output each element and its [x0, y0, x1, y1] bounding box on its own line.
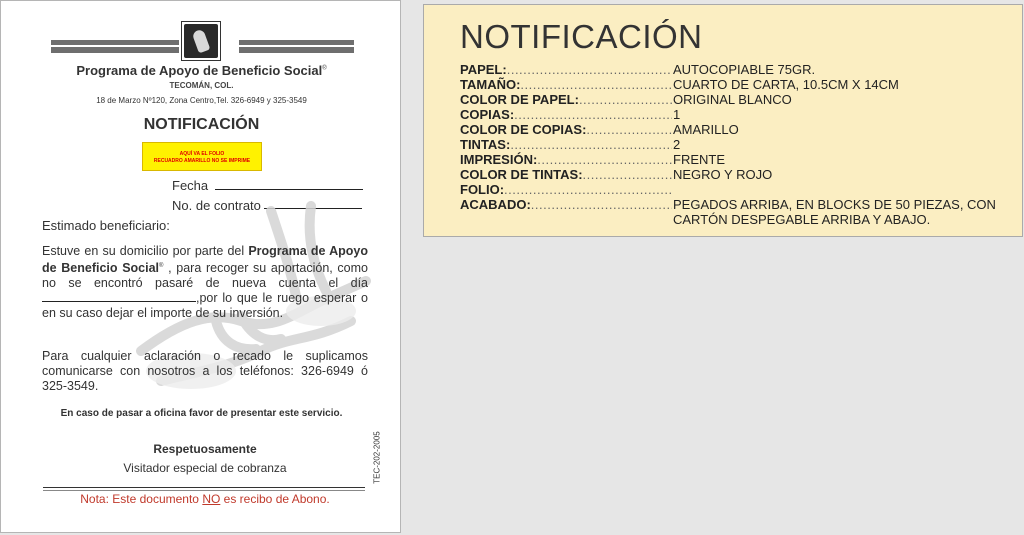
- folio-placeholder-box: [142, 142, 262, 171]
- signature-line-secondary: [43, 490, 365, 491]
- signer-title: Visitador especial de cobranza: [123, 461, 287, 475]
- spec-key: COPIAS: .....: [460, 107, 672, 122]
- spec-key: COLOR DE COPIAS: .....: [460, 122, 672, 137]
- spec-key: ACABADO: .....: [460, 197, 672, 212]
- office-note: En caso de pasar a oficina favor de presentar este servicio.: [60, 408, 343, 419]
- spec-value: NEGRO Y ROJO: [673, 167, 773, 182]
- spec-panel: [423, 4, 1023, 237]
- spec-value: ORIGINAL BLANCO: [673, 92, 792, 107]
- fecha-label: Fecha: [172, 178, 209, 193]
- footer-note: Nota: Este documento NO es recibo de Abono.: [80, 492, 330, 506]
- greeting: Estimado beneficiario:: [42, 218, 170, 233]
- folio-line-2: RECUADRO AMARILLO NO SE IMPRIME: [153, 158, 251, 164]
- org-logo-icon: [181, 21, 221, 61]
- form-code: TEC-202-2005: [372, 431, 382, 484]
- notification-form-preview: [0, 0, 401, 533]
- spec-key: TINTAS: .....: [460, 137, 672, 152]
- body-paragraph-1: Estuve en su domicilio por parte del Programa de Apoyo de Beneficio Social® , para recoger su aportación, como no se encontró pasaré de nueva cuenta el día,por lo que le ruego esperar o en su caso dejar el importe de su inversión.: [42, 244, 368, 321]
- spec-value: 2: [673, 137, 681, 152]
- spec-value: AMARILLO: [673, 122, 739, 137]
- spec-key: COLOR DE PAPEL: .....: [460, 92, 672, 107]
- spec-value: AUTOCOPIABLE 75GR.: [673, 62, 816, 77]
- spec-key: IMPRESIÓN: .....: [460, 152, 672, 167]
- spec-key: TAMAÑO: .....: [460, 77, 672, 92]
- spec-title: NOTIFICACIÓN: [460, 18, 703, 55]
- spec-key: COLOR DE TINTAS: .....: [460, 167, 672, 182]
- folio-line-1: AQUÍ VA EL FOLIO: [179, 151, 225, 157]
- form-title: NOTIFICACIÓN: [143, 116, 260, 133]
- body-paragraph-2: Para cualquier aclaración o recado le suplicamos comunicarse con nosotros a los teléfonos: 326-6949 ó 325-3549.: [42, 349, 368, 393]
- org-name: Programa de Apoyo de Beneficio Social®: [76, 63, 327, 78]
- signature-line: [43, 487, 365, 488]
- contrato-label: No. de contrato: [172, 198, 261, 213]
- header-bar-left: [51, 40, 179, 53]
- spec-key: PAPEL: .....: [460, 62, 672, 77]
- org-city: TECOMÁN, COL.: [169, 81, 234, 90]
- spec-value: PEGADOS ARRIBA, EN BLOCKS DE 50 PIEZAS, CON CARTÓN DESPEGABLE ARRIBA Y ABAJO.: [673, 197, 996, 227]
- header-bar-right: [239, 40, 354, 53]
- spec-value: 1: [673, 107, 681, 122]
- spec-key: FOLIO: .....: [460, 182, 672, 197]
- closing: Respetuosamente: [153, 442, 257, 456]
- spec-value: CUARTO DE CARTA, 10.5CM X 14CM: [673, 77, 899, 92]
- date-blank-line: [42, 292, 196, 302]
- spec-value: FRENTE: [673, 152, 725, 167]
- org-address: 18 de Marzo Nº120, Zona Centro,Tel. 326-6949 y 325-3549: [96, 96, 307, 105]
- fecha-line: [215, 189, 363, 190]
